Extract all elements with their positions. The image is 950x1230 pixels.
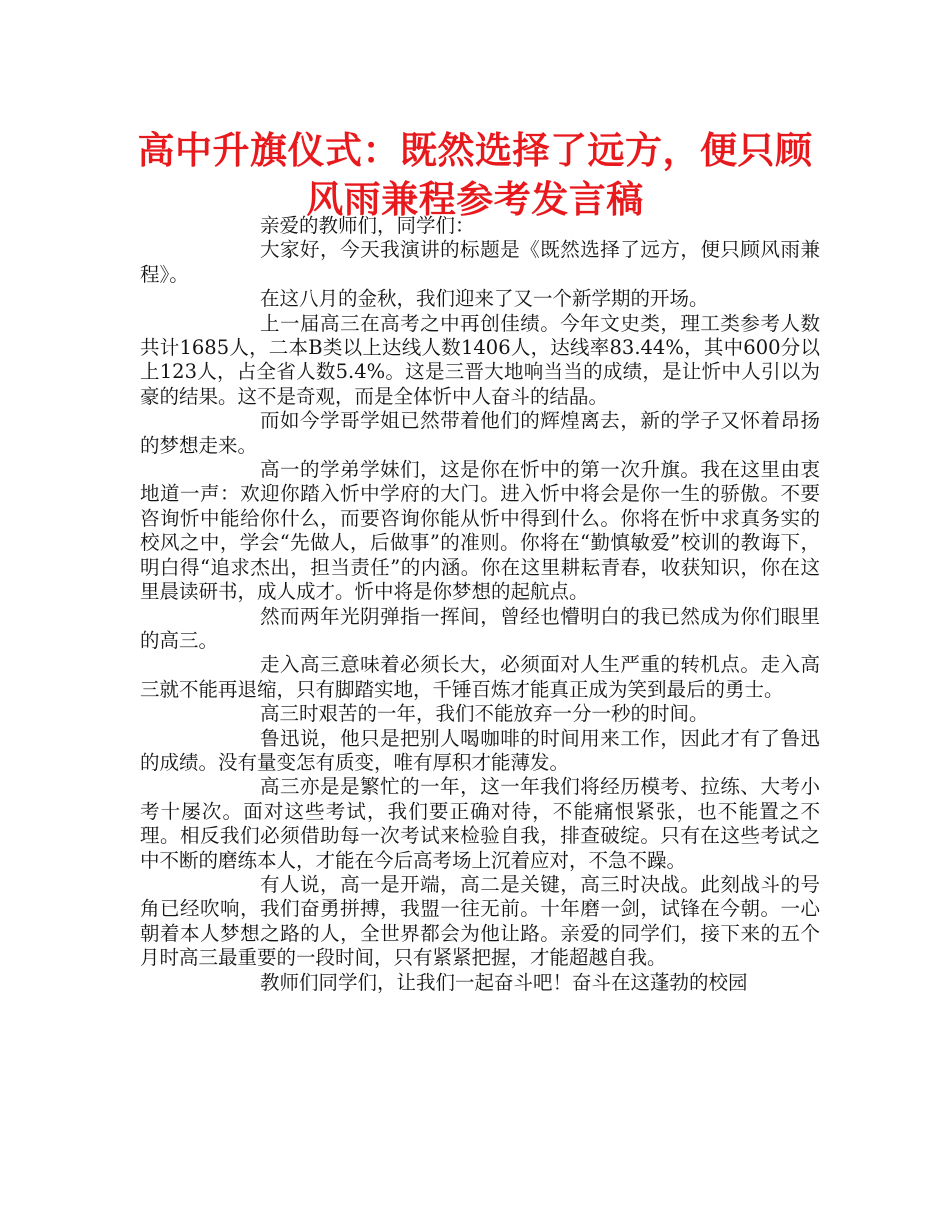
paragraph: 鲁迅说，他只是把别人喝咖啡的时间用来工作，因此才有了鲁迅的成绩。没有量变怎有质变，唯有厚积才能薄发。 — [140, 726, 820, 774]
paragraph: 有人说，高一是开端，高二是关键，高三时决战。此刻战斗的号角已经吹响，我们奋勇拼搏，我盟一往无前。十年磨一剑，试锋在今朝。一心朝着本人梦想之路的人，全世界都会为他让路。亲爱的同学们，接下来的五个月时高三最重要的一段时间，只有紧紧把握，才能超越自我。 — [140, 872, 820, 970]
title-line-2: 风雨兼程参考发言稿 — [306, 178, 644, 221]
paragraph: 然而两年光阴弹指一挥间，曾经也懵明白的我已然成为你们眼里的高三。 — [140, 604, 820, 652]
paragraph: 在这八月的金秋，我们迎来了又一个新学期的开场。 — [260, 287, 709, 311]
document-title — [100, 126, 850, 224]
document-body — [140, 214, 820, 995]
paragraph-greeting: 亲爱的教师们，同学们： — [260, 214, 475, 237]
paragraph-closing: 教师们同学们，让我们一起奋斗吧！奋斗在这蓬勃的校园 — [260, 970, 748, 994]
paragraph: 上一届高三在高考之中再创佳绩。今年文史类，理工类参考人数共计1685人，二本B类以上达线人数1406人，达线率83.44%，其中600分以上123人，占全省人数5.4%。这是三晋大地响当当的成绩，是让忻中人引以为豪的结果。这不是奇观，而是全体忻中人奋斗的结晶。 — [140, 311, 820, 408]
paragraph-topic: 大家好，今天我演讲的标题是《既然选择了远方，便只顾风雨兼程》。 — [140, 238, 820, 286]
paragraph: 高三时艰苦的一年，我们不能放弃一分一秒的时间。 — [260, 702, 709, 726]
paragraph: 高一的学弟学妹们，这是你在忻中的第一次升旗。我在这里由衷地道一声：欢迎你踏入忻中学府的大门。进入忻中将会是你一生的骄傲。不要咨询忻中能给你什么，而要咨询你能从忻中得到什么。你将在忻中求真务实的校风之中，学会“先做人，后做事”的准则。你将在“勤慎敏爱”校训的教诲下，明白得“追求杰出，担当责任”的内涵。你在这里耕耘青春，收获知识，你在这里晨读研书，成人成才。忻中将是你梦想的起航点。 — [140, 458, 820, 604]
paragraph: 走入高三意味着必须长大，必须面对人生严重的转机点。走入高三就不能再退缩，只有脚踏实地，千锤百炼才能真正成为笑到最后的勇士。 — [140, 653, 820, 701]
paragraph: 高三亦是是繁忙的一年，这一年我们将经历模考、拉练、大考小考十屡次。面对这些考试，我们要正确对待，不能痛恨紧张，也不能置之不理。相反我们必须借助每一次考试来检验自我，排查破绽。只有在这些考试之中不断的磨练本人，才能在今后高考场上沉着应对，不急不躁。 — [140, 775, 820, 872]
paragraph: 而如今学哥学姐已然带着他们的辉煌离去，新的学子又怀着昂扬的梦想走来。 — [140, 409, 820, 457]
title-line-1: 高中升旗仪式：既然选择了远方，便只顾 — [137, 129, 813, 172]
